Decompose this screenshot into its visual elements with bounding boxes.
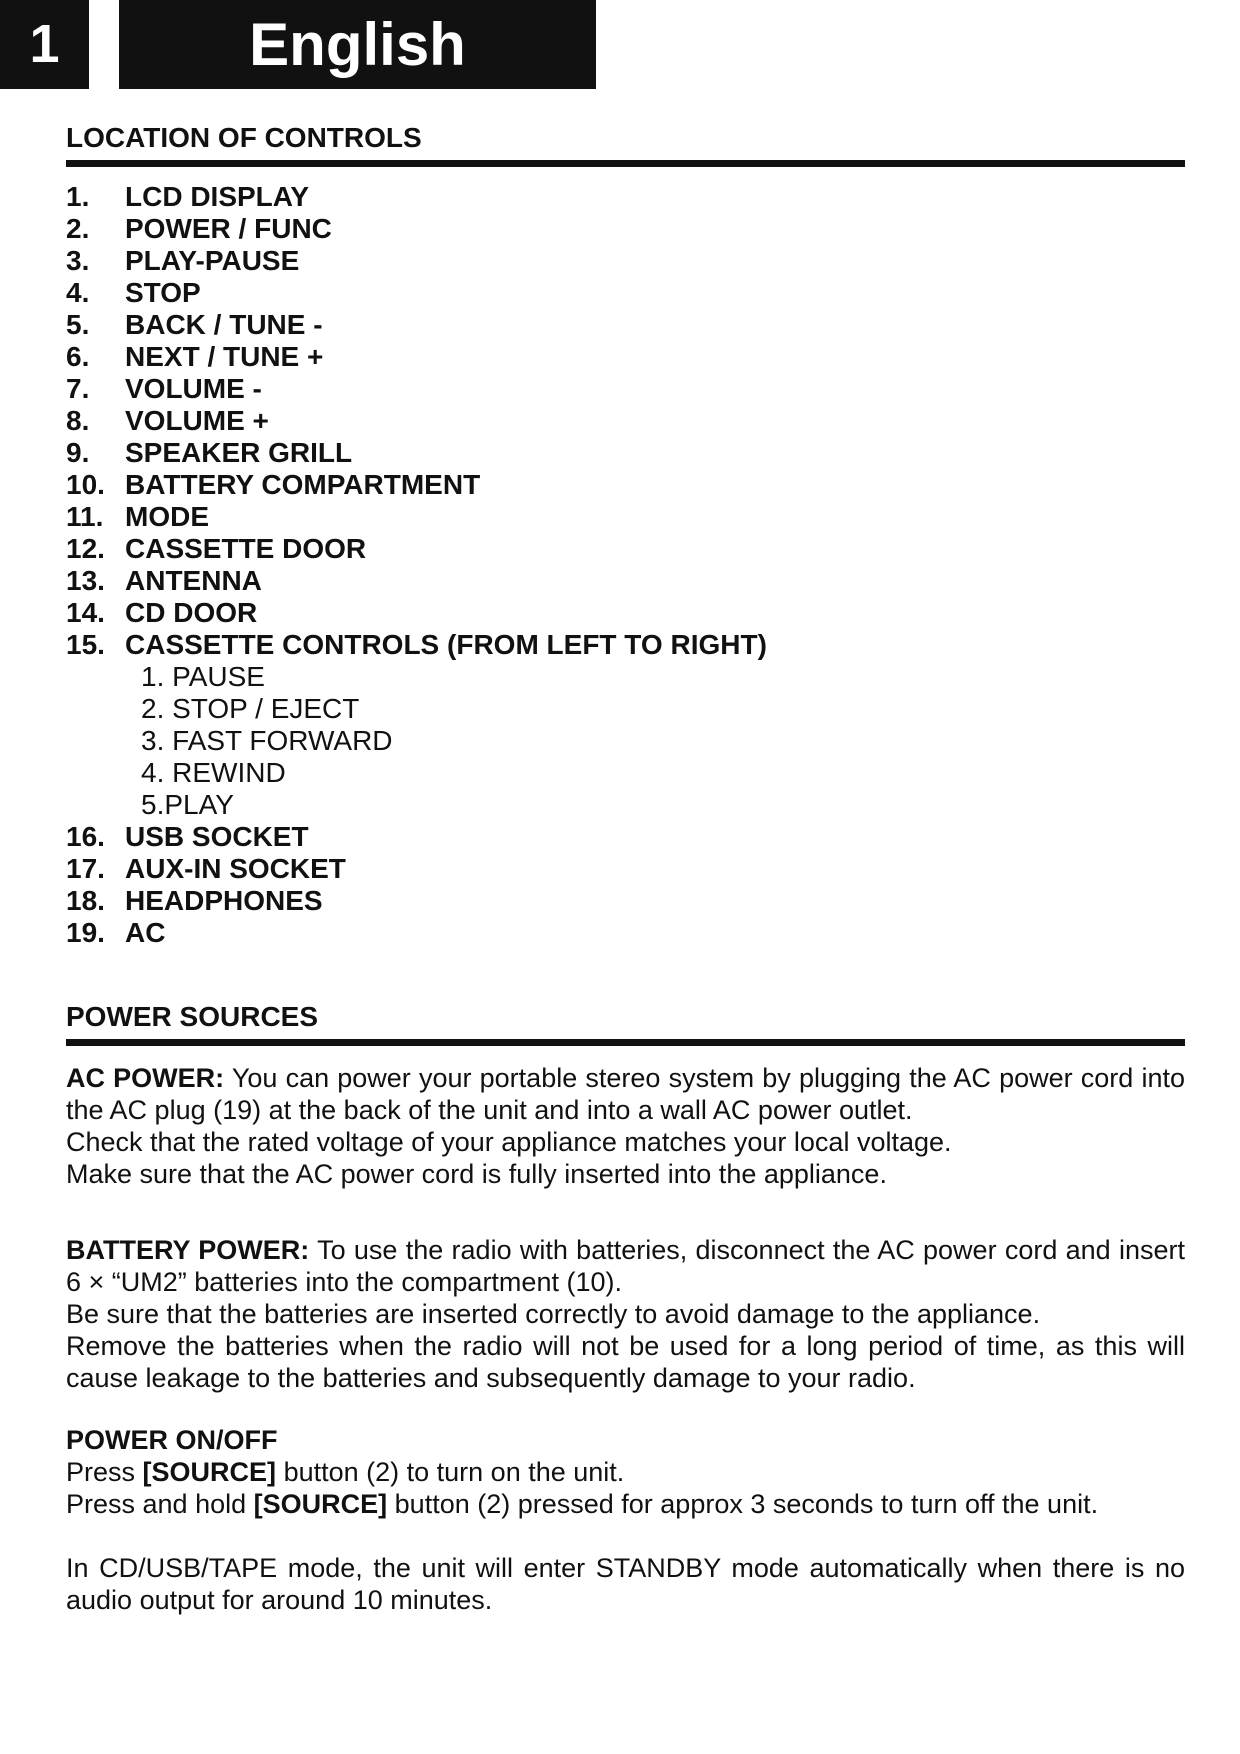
list-item: 13. ANTENNA [66,565,262,596]
page-content [66,120,1185,1616]
battery-power-paragraph: BATTERY POWER: To use the radio with batteries, disconnect the AC power cord and insert 6 × “UM2” batteries into the compartment (10). [66,1235,1186,1297]
battery-remove-note: Remove the batteries when the radio will not be used for a long period of time, as this will cause leakage to the batteries and subsequently damage to your radio. [66,1331,1185,1393]
battery-power-label: BATTERY POWER: [66,1235,310,1265]
sub-list-item: 4. REWIND [141,757,286,788]
power-sources-heading: POWER SOURCES [66,999,1185,1046]
list-item: 3. PLAY-PAUSE [66,245,300,276]
power-on-off-heading: POWER ON/OFF [66,1425,278,1455]
list-item: 4. STOP [66,277,201,308]
list-item: 8. VOLUME + [66,405,269,436]
list-item: 7. VOLUME - [66,373,262,404]
list-item: 14. CD DOOR [66,597,258,628]
list-item: 10. BATTERY COMPARTMENT [66,469,481,500]
ac-power-paragraph: AC POWER: You can power your portable stereo system by plugging the AC power cord into the AC plug (19) at the back of the unit and into a wall AC power outlet. [66,1063,1185,1125]
ac-power-cord-note: Make sure that the AC power cord is fully inserted into the appliance. [66,1159,887,1189]
language-banner: English [119,0,596,89]
battery-insert-note: Be sure that the batteries are inserted correctly to avoid damage to the appliance. [66,1299,1041,1329]
power-off-instruction: Press and hold [SOURCE] button (2) pressed for approx 3 seconds to turn off the unit. [66,1489,1099,1519]
standby-note: In CD/USB/TAPE mode, the unit will enter STANDBY mode automatically when there is no audio output for around 10 minutes. [66,1553,1185,1615]
location-of-controls-heading: LOCATION OF CONTROLS [66,120,1185,167]
ac-power-voltage-note: Check that the rated voltage of your appliance matches your local voltage. [66,1127,952,1157]
cassette-controls-sublist [66,661,1185,821]
list-item: 17. AUX-IN SOCKET [66,853,346,884]
list-item: 1. LCD DISPLAY [66,181,310,212]
power-on-instruction: Press [SOURCE] button (2) to turn on the unit. [66,1457,625,1487]
list-item: 5. BACK / TUNE - [66,309,323,340]
list-item: 9. SPEAKER GRILL [66,437,353,468]
list-item: 18. HEADPHONES [66,885,323,916]
list-item: 19. AC [66,917,166,948]
list-item: 6. NEXT / TUNE + [66,341,324,372]
power-sources-section [66,999,1185,1616]
sub-list-item: 1. PAUSE [141,661,265,692]
ac-power-label: AC POWER: [66,1063,225,1093]
page-number: 1 [0,0,89,89]
list-item: 12. CASSETTE DOOR [66,533,367,564]
list-item: 15. CASSETTE CONTROLS (FROM LEFT TO RIGHT) [66,629,767,660]
list-item: 16. USB SOCKET [66,821,309,852]
list-item: 11. MODE [66,501,209,532]
controls-list [66,181,1185,949]
sub-list-item: 5.PLAY [141,789,234,820]
sub-list-item: 2. STOP / EJECT [141,693,360,724]
list-item: 2. POWER / FUNC [66,213,332,244]
sub-list-item: 3. FAST FORWARD [141,725,393,756]
